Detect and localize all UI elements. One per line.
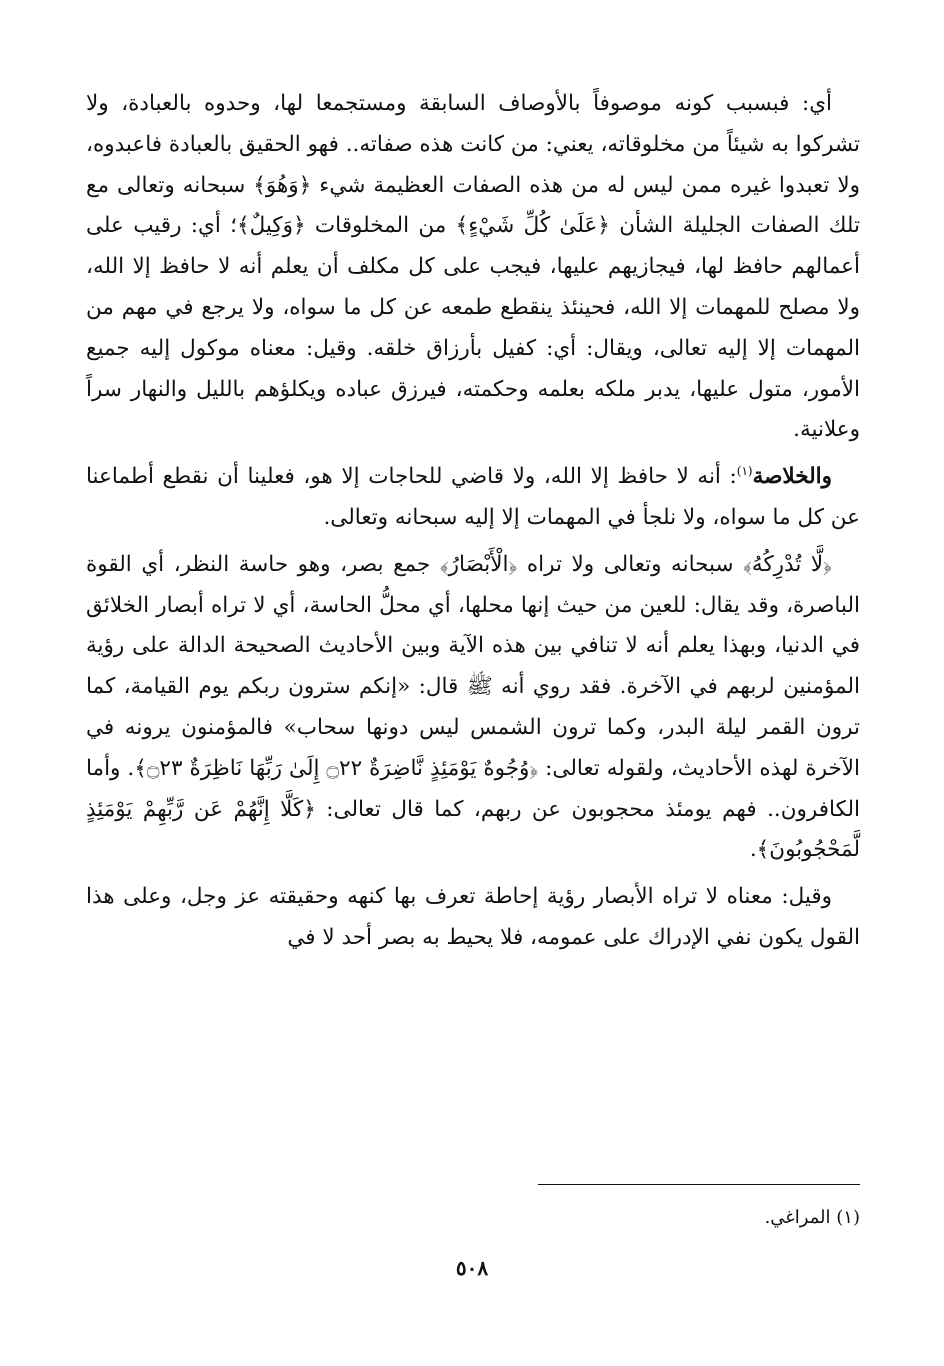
footnote-reference: (١) bbox=[736, 464, 753, 479]
paragraph-1: أي: فبسبب كونه موصوفاً بالأوصاف السابقة ومستجمعا لها، وحدوه بالعبادة، ولا تشركوا به شيئاً من مخلوقاته، يعني: من كانت هذه صفاته.. فهو الحقيق بالعبادة فاعبدوه، ولا تعبدوا غيره ممن ليس له من هذه الصفات العظيمة شيء ﴿وَهُوَ﴾ سبحانه وتعالى مع تلك الصفات الجليلة الشأن ﴿عَلَىٰ كُلِّ شَيْءٍ﴾ من المخلوقات ﴿وَكِيلٌ﴾؛ أي: رقيب على أعمالهم حافظ لها، فيجازيهم عليها، فيجب على كل مكلف أن يعلم أنه لا حافظ إلا الله، ولا مصلح للمهمات إلا الله، فحينئذ ينقطع طمعه عن كل ما سواه، ولا يرجع في مهم من المهمات إلا إليه تعالى، ويقال: أي: كفيل بأرزاق خلقه. وقيل: معناه موكول إليه جميع الأمور، متول عليها، يدبر ملكه بعلمه وحكمته، فيرزق عباده ويكلؤهم بالليل والنهار سراً وعلانية. bbox=[86, 91, 860, 443]
page-body bbox=[86, 84, 860, 1366]
footnote: (١) المراغي. bbox=[764, 1207, 860, 1228]
footnote-divider bbox=[538, 1184, 860, 1185]
paragraph-3: ﴿لَّا تُدْرِكُهُ﴾ سبحانه وتعالى ولا تراه ﴿الْأَبْصَارُ﴾ جمع بصر، وهو حاسة النظر، أي القوة الباصرة، وقد يقال: للعين من حيث إنها محلها، أي محلُّ الحاسة، أي لا تراه أبصار الخلائق في الدنيا، وبهذا يعلم أنه لا تنافي بين هذه الآية وبين الأحاديث الصحيحة الدالة على رؤية المؤمنين لربهم في الآخرة. فقد روي أنه ﷺ قال: «إنكم سترون ربكم يوم القيامة، كما ترون القمر ليلة البدر، وكما ترون الشمس ليس دونها سحاب» فالمؤمنون يرونه في الآخرة لهذه الأحاديث، ولقوله تعالى: ﴿وُجُوهٌ يَوْمَئِذٍ نَّاضِرَةٌ ۝٢٢ إِلَىٰ رَبِّهَا نَاظِرَةٌ ۝٢٣﴾. وأما الكافرون.. فهم يومئذ محجوبون عن ربهم، كما قال تعالى: ﴿كَلَّا إِنَّهُمْ عَن رَّبِّهِمْ يَوْمَئِذٍ لَّمَحْجُوبُونَ﴾. bbox=[86, 551, 860, 863]
summary-label: والخلاصة bbox=[752, 464, 832, 490]
paragraph-2-text: : أنه لا حافظ إلا الله، ولا قاضي للحاجات إلا هو، فعلينا أن نقطع أطماعنا عن كل ما سواه، ولا نلجأ في المهمات إلا إليه سبحانه وتعالى. bbox=[86, 464, 860, 530]
paragraph-2 bbox=[86, 457, 860, 539]
page-number: ٥٠٨ bbox=[455, 1256, 489, 1280]
paragraph-4: وقيل: معناه لا تراه الأبصار رؤية إحاطة تعرف بها كنهه وحقيقته عز وجل، وعلى هذا القول يكون نفي الإدراك على عمومه، فلا يحيط به بصر أحد لا في bbox=[86, 884, 860, 950]
